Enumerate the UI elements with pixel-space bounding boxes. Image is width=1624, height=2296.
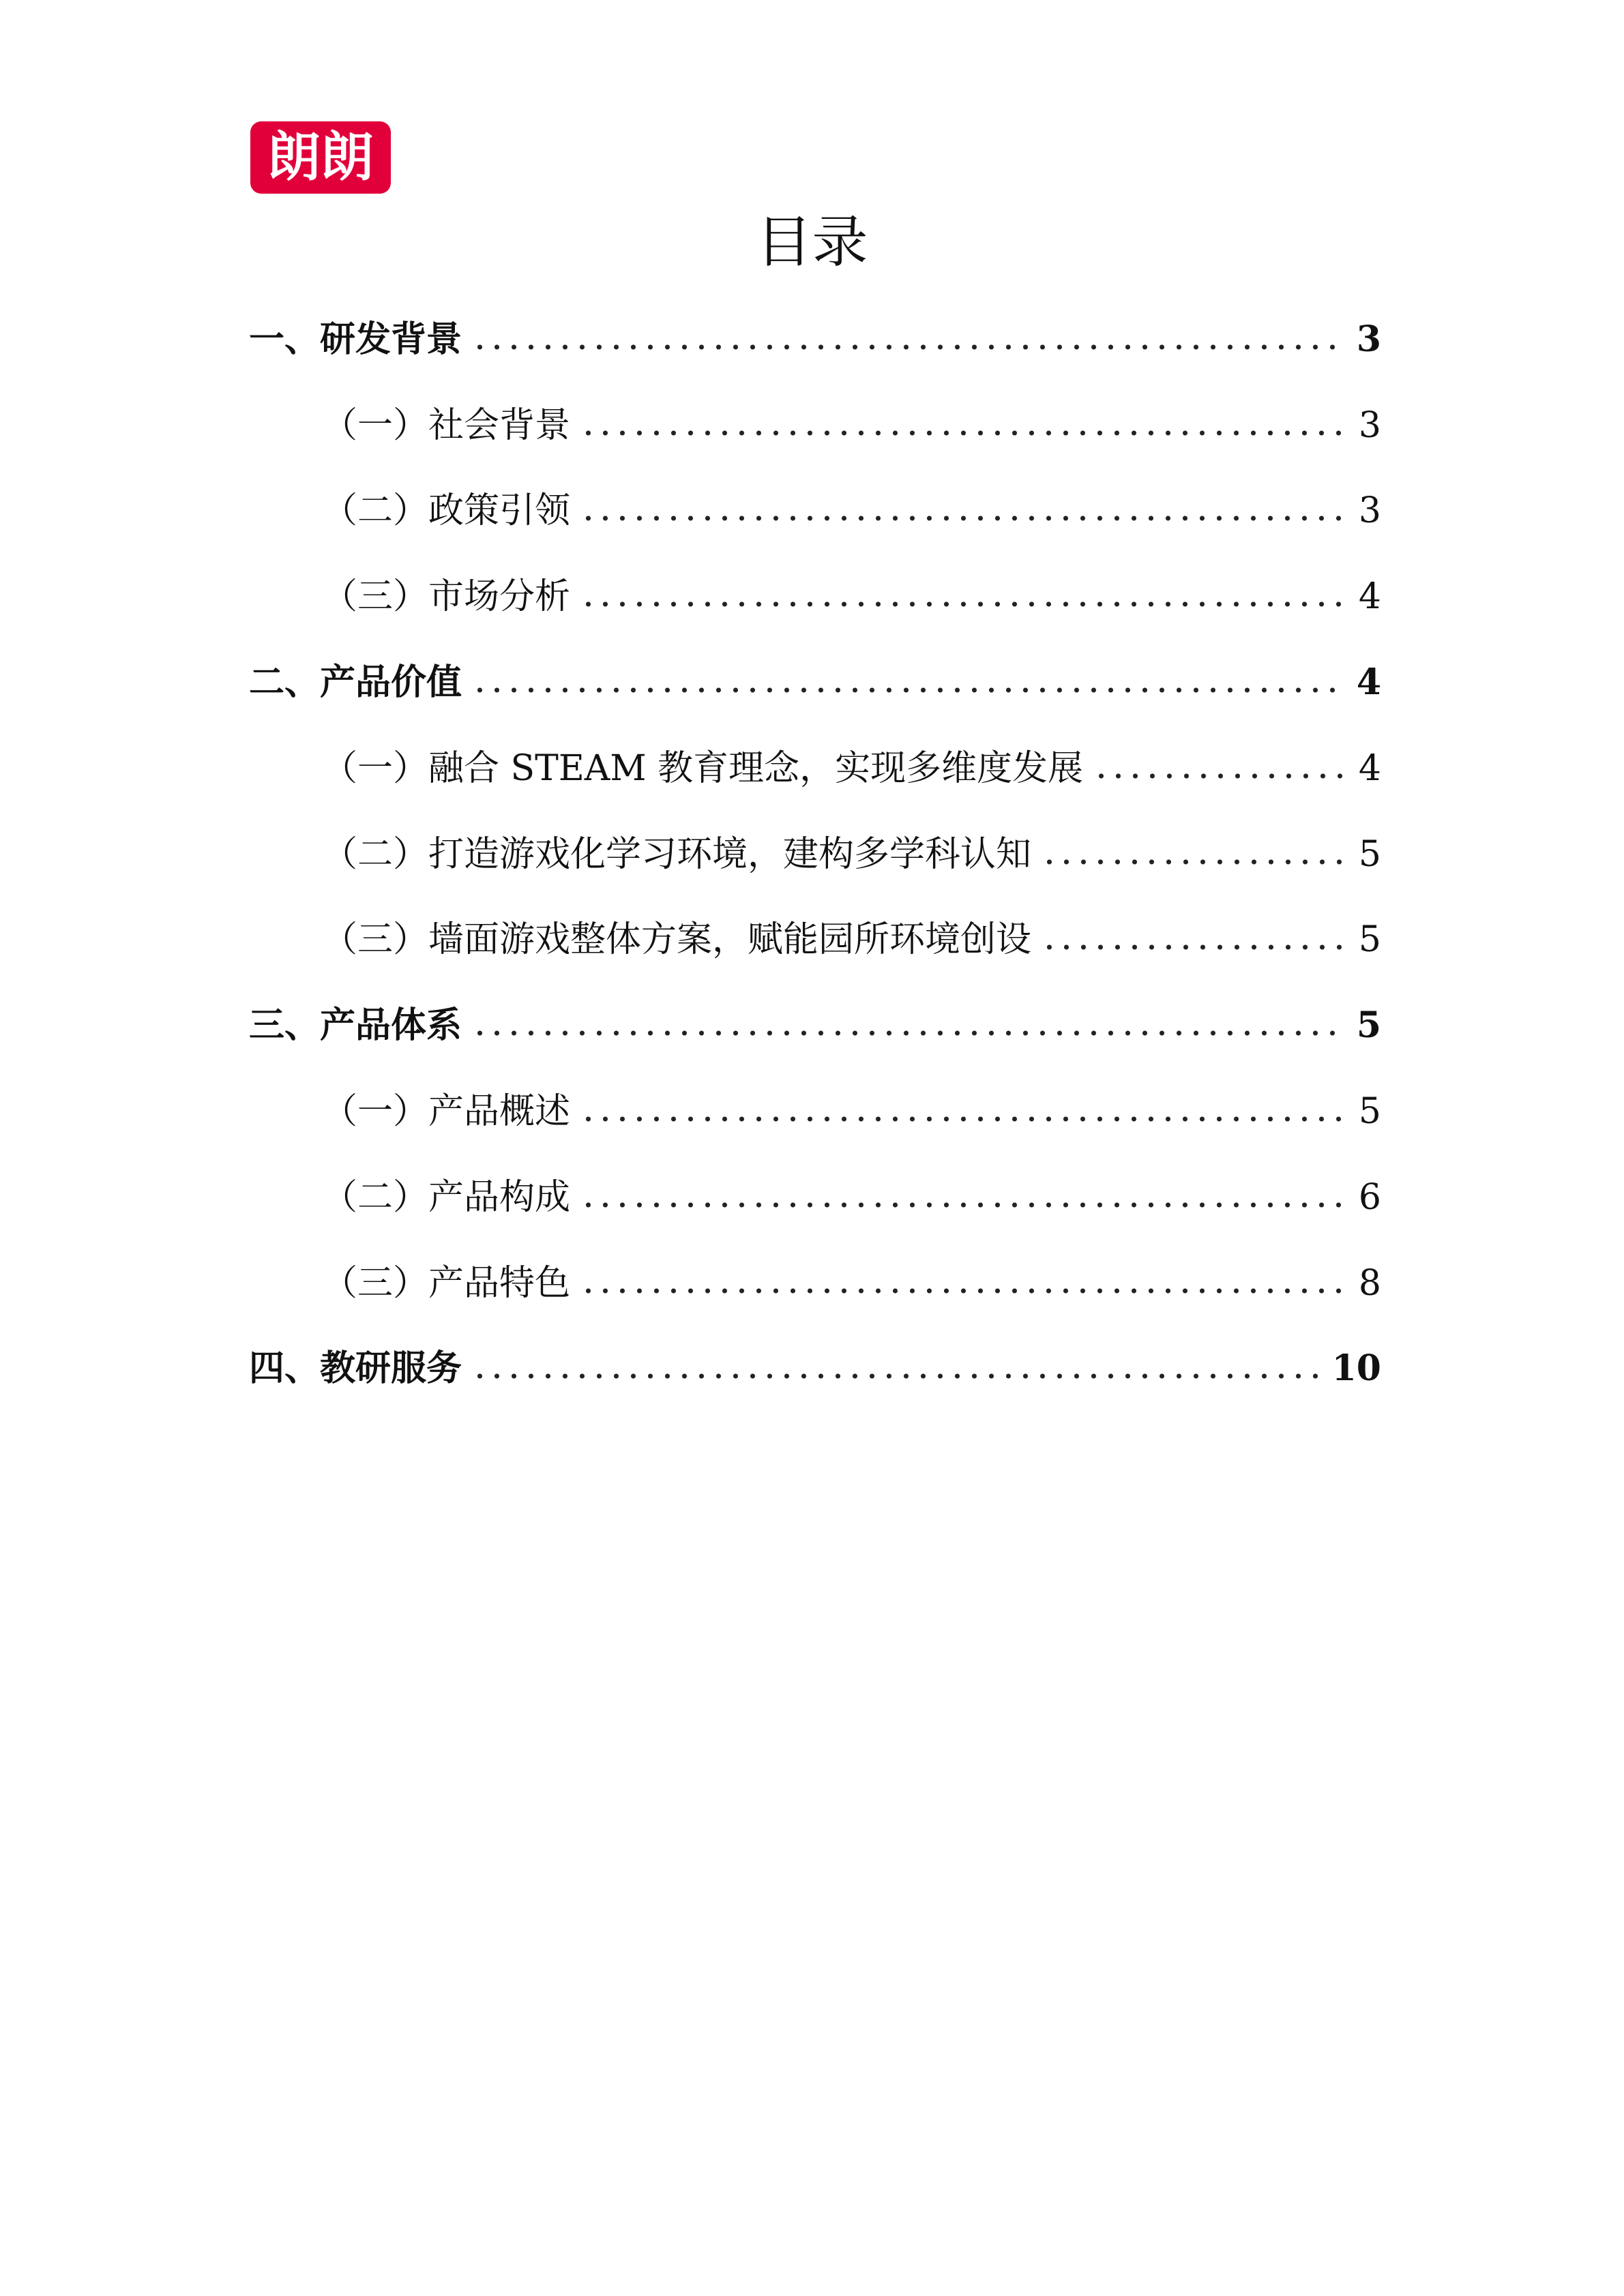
toc-entry-label: （二）政策引领 [322,490,571,532]
toc-dot-leader [1041,942,1348,952]
toc-entry-product-system[interactable] [249,983,1381,1069]
toc-entry-gamified-learning[interactable] [249,811,1381,897]
toc-page-number: 8 [1358,1262,1381,1304]
toc-entry-product-features[interactable] [249,1240,1381,1326]
toc-dot-leader [471,342,1346,352]
toc-entry-steam-integration[interactable] [249,726,1381,811]
brand-logo [250,121,391,194]
toc-entry-label: 四、教研服务 [249,1347,462,1390]
toc-dot-leader [580,428,1348,438]
toc-entry-label: （二）产品构成 [322,1176,571,1218]
toc-entry-research-background[interactable] [249,297,1381,383]
toc-page-number: 10 [1331,1347,1381,1390]
toc-entry-product-composition[interactable] [249,1154,1381,1240]
toc-dot-leader [1093,771,1348,781]
toc-page-number: 5 [1358,833,1381,875]
toc-page-number: 5 [1358,919,1381,961]
toc-entry-label: （三）产品特色 [322,1262,571,1304]
toc-entry-label: （三）墙面游戏整体方案，赋能园所环境创设 [322,919,1032,961]
toc-entry-label: （一）产品概述 [322,1091,571,1133]
toc-page-number: 4 [1358,747,1381,789]
toc-dot-leader [471,685,1346,695]
toc-dot-leader [471,1371,1321,1381]
toc-dot-leader [580,513,1348,523]
toc-entry-policy-guidance[interactable] [249,468,1381,554]
toc-page-number: 3 [1356,318,1381,360]
toc-entry-label: 二、产品价值 [249,661,462,704]
toc-dot-leader [580,1200,1348,1210]
brand-logo-text: 朗朗 [267,127,374,188]
toc-entry-label: 三、产品体系 [249,1004,462,1047]
toc-dot-leader [1041,857,1348,867]
toc-entry-market-analysis[interactable] [249,554,1381,640]
toc-page-number: 5 [1358,1091,1381,1133]
toc-entry-social-background[interactable] [249,383,1381,468]
toc-page-number: 3 [1358,404,1381,446]
toc-dot-leader [580,1286,1348,1296]
toc-page-number: 4 [1358,576,1381,618]
toc-entry-label: 一、研发背景 [249,318,462,360]
toc-entry-label: （一）社会背景 [322,404,571,446]
toc-dot-leader [580,1114,1348,1124]
toc-page-number: 4 [1356,661,1381,704]
toc-dot-leader [580,599,1348,609]
toc-page-number: 5 [1356,1004,1381,1047]
toc-entry-label: （一）融合 STEAM 教育理念，实现多维度发展 [322,747,1084,789]
toc-entry-product-value[interactable] [249,640,1381,726]
page-title: 目录 [756,210,868,275]
toc-entry-label: （二）打造游戏化学习环境，建构多学科认知 [322,833,1032,875]
toc-dot-leader [471,1028,1346,1038]
toc-page-number: 6 [1358,1176,1381,1218]
table-of-contents [249,297,1381,1412]
toc-entry-label: （三）市场分析 [322,576,571,618]
toc-entry-teaching-research-service[interactable] [249,1326,1381,1412]
toc-entry-wall-game-solution[interactable] [249,897,1381,983]
toc-page-number: 3 [1358,490,1381,532]
toc-entry-product-overview[interactable] [249,1069,1381,1154]
